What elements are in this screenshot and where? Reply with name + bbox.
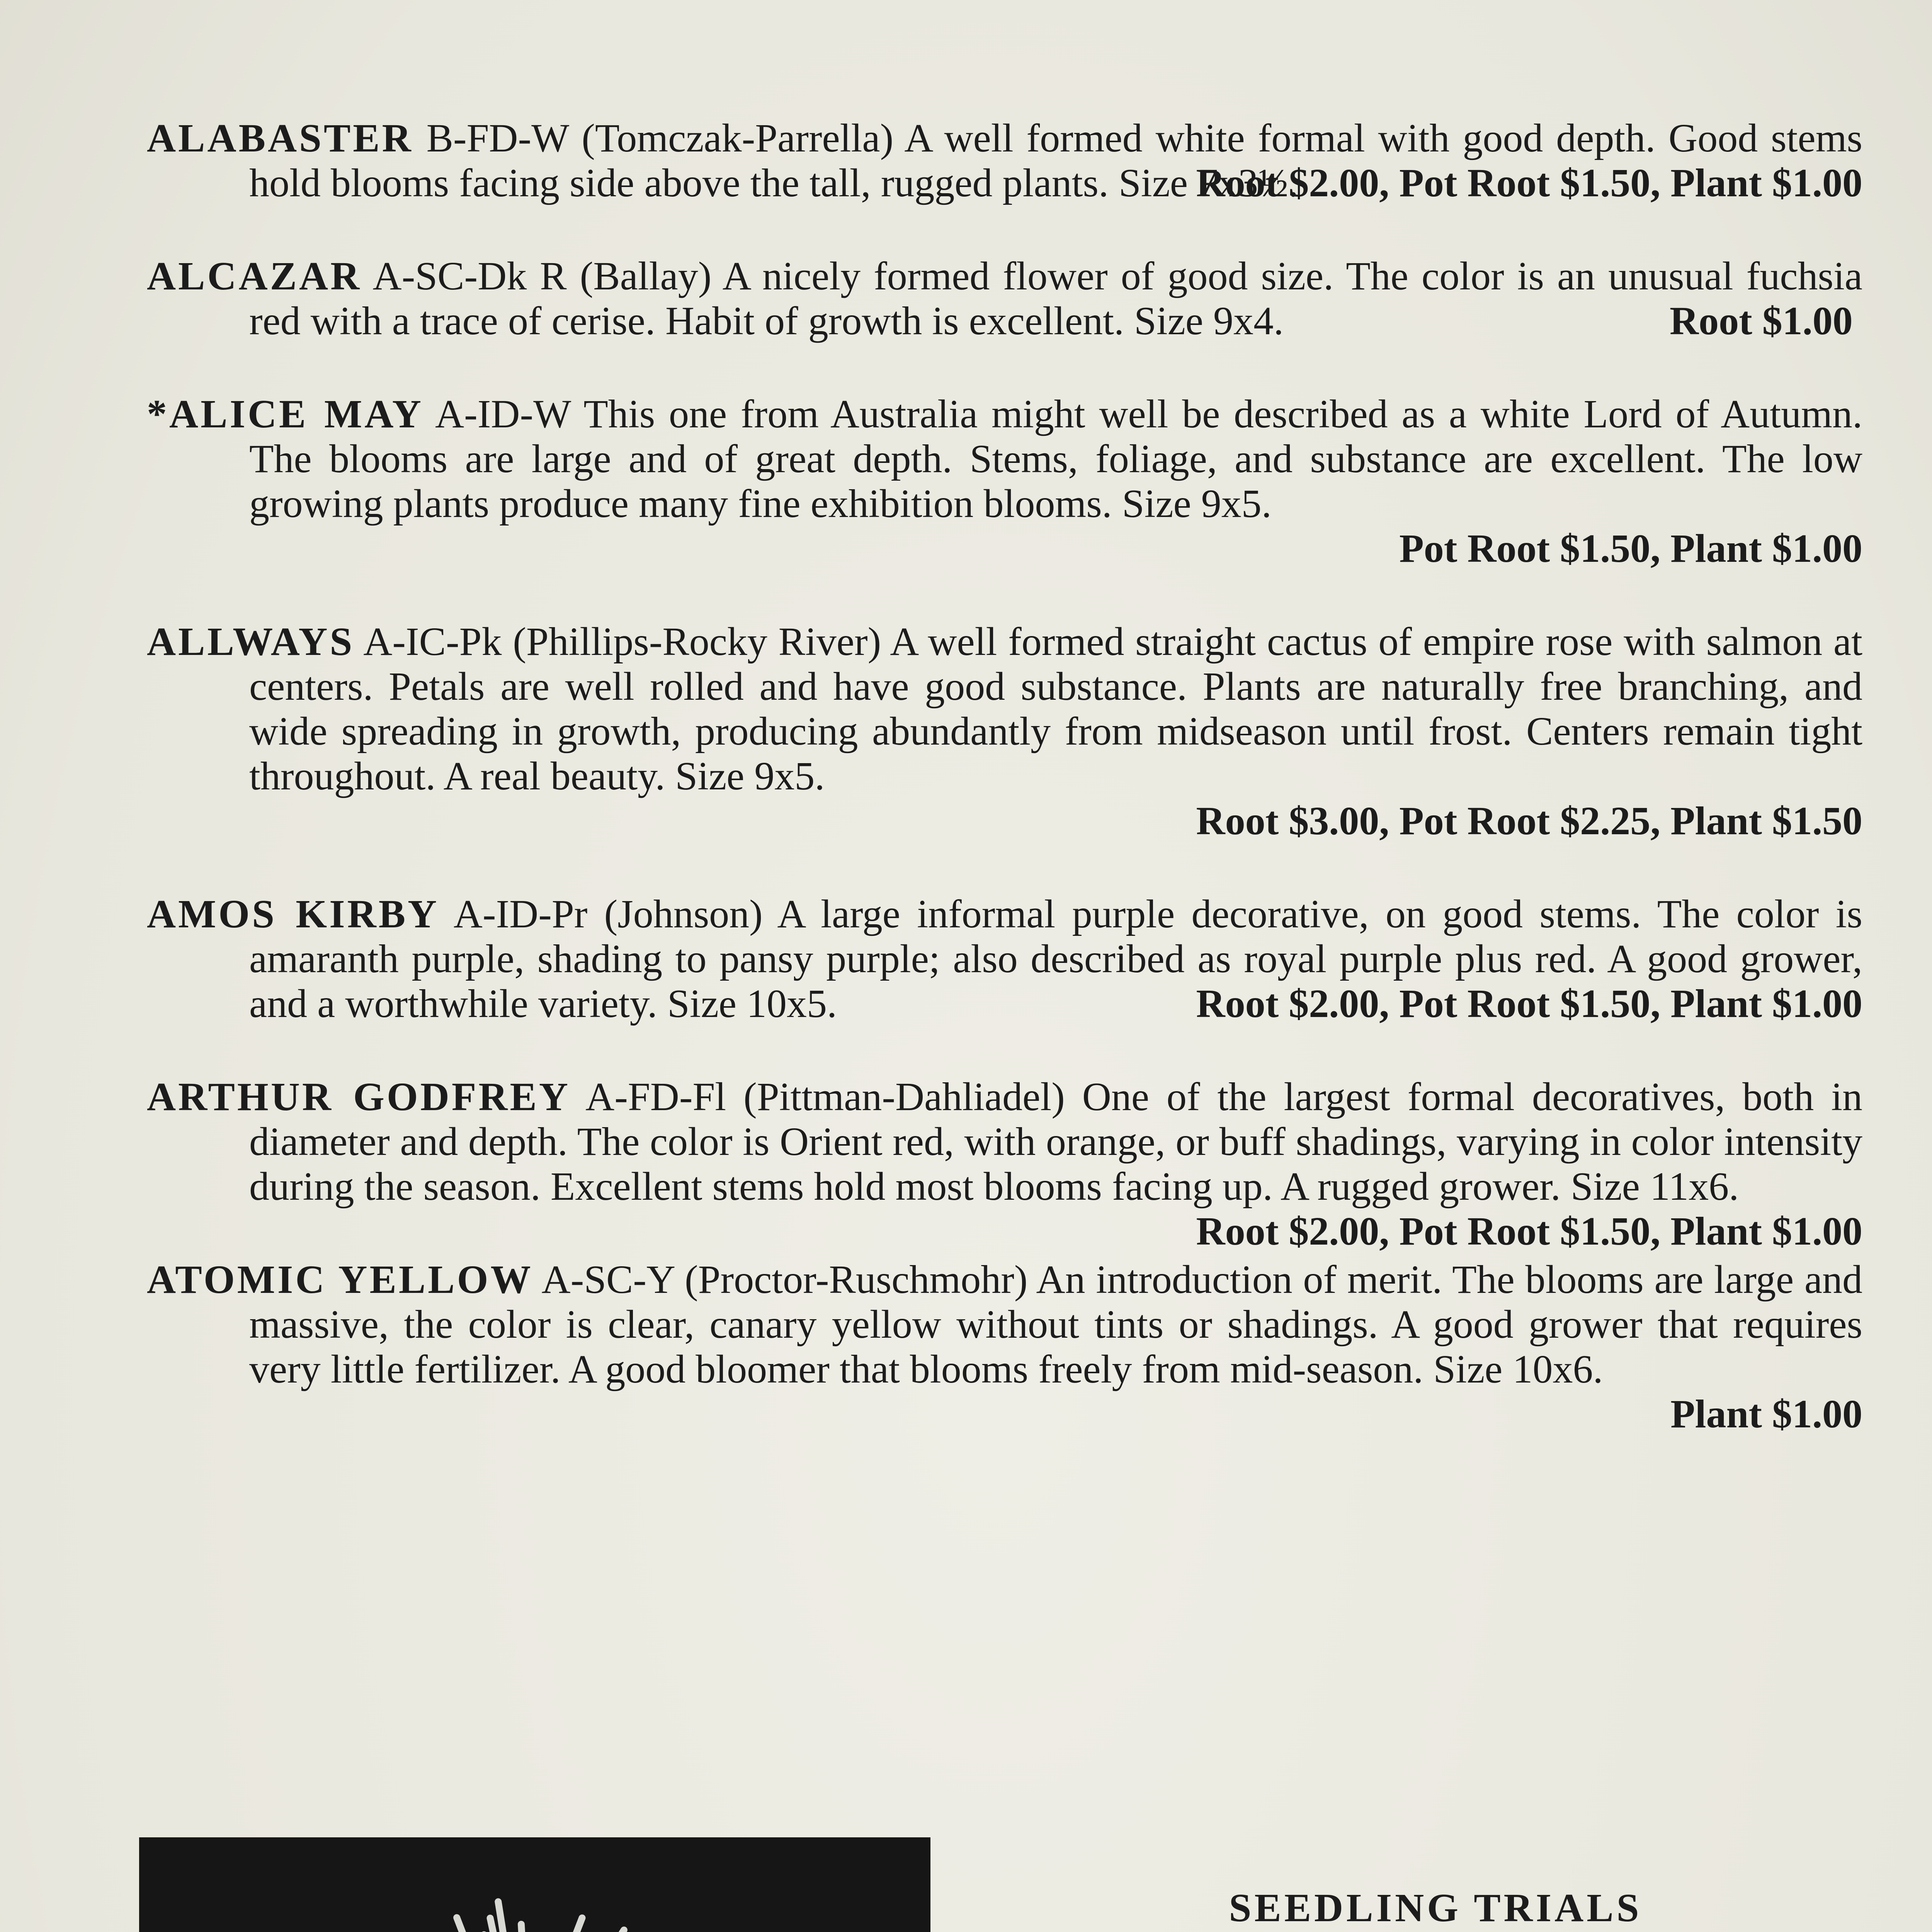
variety-description: A-ID-Pr (Johnson) A large informal purple decorative, on good stems. The color is amaranth purple, shading to pansy purple; also described as royal purple plus red. A good grower, and a worthwhile variety. Size 10x5.	[249, 892, 1862, 1026]
seedling-trials-section	[1005, 1886, 1866, 1932]
variety-name: ATOMIC YELLOW	[147, 1257, 533, 1302]
dahlia-flower-illustration	[139, 1837, 930, 1932]
variety-price: Root $3.00, Pot Root $2.25, Plant $1.50	[1196, 799, 1862, 843]
variety-name: ARTHUR GODFREY	[147, 1075, 570, 1119]
variety-description: A-ID-W This one from Australia might well be described as a white Lord of Autumn. The blooms are large and of great depth. Stems, foliage, and substance are excellent. The low growing plants produce many fine exhibition blooms. Size 9x5.	[249, 392, 1862, 526]
variety-name: AMOS KIRBY	[147, 892, 439, 936]
variety-description: A-SC-Dk R (Ballay) A nicely formed flower of good size. The color is an unusual fuchsia red with a trace of cerise. Habit of growth is excellent. Size 9x4.	[249, 254, 1862, 343]
variety-name: ALLWAYS	[147, 619, 355, 664]
variety-entry-amos-kirby	[147, 892, 1862, 1026]
section-title: SEEDLING TRIALS	[1229, 1886, 1642, 1930]
variety-description: A-IC-Pk (Phillips-Rocky River) A well formed straight cactus of empire rose with salmon at centers. Petals are well rolled and have good substance. Plants are naturally free branching, and wide spreading in growth, producing abundantly from midseason until frost. Centers remain tight throughout. A real beauty. Size 9x5.	[249, 619, 1862, 798]
variety-entry-arthur-godfrey	[147, 1075, 1863, 1253]
variety-name: ALCAZAR	[147, 254, 362, 298]
variety-entry-alabaster	[147, 116, 1862, 206]
variety-description: A-SC-Y (Proctor-Ruschmohr) An introduction of merit. The blooms are large and massive, the color is clear, canary yellow without tints or shadings. A good grower that requires very little fertilizer. A good bloomer that blooms freely from mid-season. Size 10x6.	[249, 1257, 1863, 1391]
variety-price: Pot Root $1.50, Plant $1.00	[1399, 526, 1862, 571]
variety-name: *ALICE MAY	[147, 392, 423, 436]
variety-description: B-FD-W (Tomczak-Parrella) A well formed white formal with good depth. Good stems hold blooms facing side above the tall, rugged plants. Size 7x3½.	[249, 116, 1862, 205]
variety-name: ALABASTER	[147, 116, 413, 160]
variety-entry-alice-may	[147, 392, 1862, 571]
variety-price: Root $1.00	[1670, 299, 1853, 343]
variety-price: Root $2.00, Pot Root $1.50, Plant $1.00	[1196, 1209, 1862, 1253]
dahlia-photo	[139, 1837, 930, 1932]
variety-entry-atomic-yellow	[147, 1257, 1862, 1437]
variety-price: Root $2.00, Pot Root $1.50, Plant $1.00	[1196, 981, 1862, 1026]
variety-description: A-FD-Fl (Pittman-Dahliadel) One of the largest formal decoratives, both in diameter and depth. The color is Orient red, with orange, or buff shadings, varying in color intensity during the season. Excellent stems hold most blooms facing up. A rugged grower. Size 11x6.	[249, 1075, 1863, 1209]
variety-price: Root $2.00, Pot Root $1.50, Plant $1.00	[1196, 161, 1862, 205]
variety-entry-allways	[147, 619, 1862, 844]
variety-list	[147, 116, 1862, 1485]
variety-entry-alcazar	[147, 254, 1862, 344]
variety-price: Plant $1.00	[1670, 1392, 1862, 1436]
